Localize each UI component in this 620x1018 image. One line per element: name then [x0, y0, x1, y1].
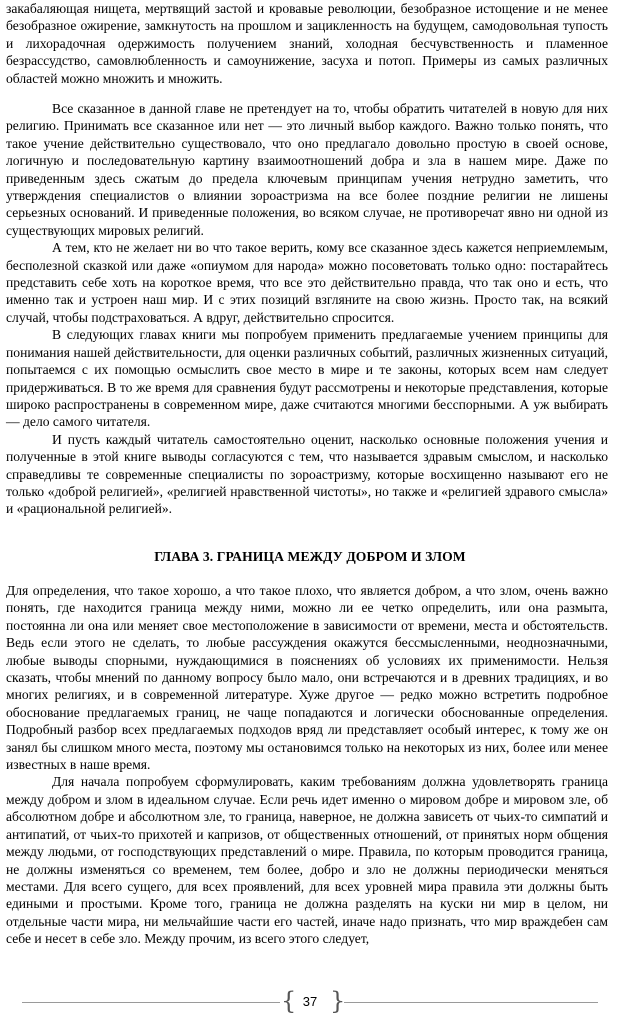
paragraph: Для определения, что такое хорошо, а что такое плохо, что является добром, а что злом, очень важно понять, где находится граница между ними, можно ли ее четко определить, или она размыта, постоянна ли она или меняет свое местоположение в зависимости от времени, места и обстоятельств. Ведь если этого не сделать, то любые рассуждения окажутся бессмысленными, неоднозначными, любые выводы спорными, нуждающимися в пояснениях об условиях их применимости. Нельзя сказать, чтобы мнений по данному вопросу было мало, они встречаются и в древних традициях, и во многих религиях, и в современной литературе. Хуже другое — редко можно встретить подробное обоснование предлагаемых границ, не чаще попадаются и логически обоснованные определения. Подробный разбор всех предлагаемых подходов вряд ли представляет особый интерес, к тому же он занял бы слишком много места, поэтому мы остановимся только на некоторых из них, более или менее известных в наше время.	[6, 583, 608, 773]
page-number: 37	[302, 994, 318, 1009]
chapter-heading: ГЛАВА 3. ГРАНИЦА МЕЖДУ ДОБРОМ И ЗЛОМ	[154, 549, 466, 564]
paragraph: закабаляющая нищета, мертвящий застой и кровавые революции, безобразное истощение и не менее безобразное ожирение, замкнутость на прошлом и зацикленность на будущем, самодовольная тупость и лихорадочная одержимость получением знаний, холодная бесчувственность и пламенное безрассудство, самовлюбленность и самоунижение, засуха и потоп. Примеры из самых различных областей можно множить и множить.	[6, 1, 608, 86]
paragraph: Для начала попробуем сформулировать, каким требованиям должна удовлетворять граница между добром и злом в идеальном случае. Если речь идет именно о мировом добре и мировом зле, об абсолютном добре и абсолютном зле, то граница, наверное, не должна зависеть от чьих-то симпатий и антипатий, от чьих-то прихотей и капризов, от общественных отношений, от принятых норм общения между людьми, от господствующих представлений о мире. Правила, по которым проводится граница, не должны изменяться со временем, тем более, добро и зло не должны периодически меняться местами. Для всего сущего, для всех проявлений, для всех уровней мира правила эти должны быть едиными и простыми. Кроме того, граница не должна разделять на куски ни мир в целом, ни отдельные части мира, ни мельчайшие части его частей, иначе надо признать, что мир враждебен сам себе и несет в себе зло. Между прочим, из всего этого следует,	[6, 774, 608, 947]
paragraph: В следующих главах книги мы попробуем применить предлагаемые учением принципы для понимания нашей действительности, для оценки различных событий, различных жизненных ситуаций, попытаемся с их помощью осмыслить свое место в мире и те законы, которых всем нам следует придерживаться. В то же время для сравнения будут рассмотрены и некоторые представления, которые широко распространены в современном мире, даже считаются многими бесспорными. А уж выбирать — дело самого читателя.	[6, 327, 608, 430]
paragraph: Все сказанное в данной главе не претендует на то, чтобы обратить читателей в новую для них религию. Принимать все сказанное или нет — это личный выбор каждого. Важно только понять, что такое учение действительно существовало, что оно предлагало довольно простую в своей основе, логичную и последовательную картину взаимоотношений добра и зла в нашем мире. Даже по приведенным здесь сжатым до предела ключевым принципам учения нетрудно заметить, что утверждения специалистов о влиянии зороастризма на все более поздние религии не лишены серьезных оснований. И приведенные положения, во всяком случае, не противоречат явно ни одной из существующих мировых религий.	[6, 101, 608, 238]
text-block-middle	[6, 100, 608, 518]
footer-rule-left	[22, 1002, 280, 1003]
page-footer	[0, 988, 620, 1018]
right-brace-icon: }	[330, 987, 346, 1015]
paragraph: А тем, кто не желает ни во что такое верить, кому все сказанное здесь кажется неприемлемым, бесполезной сказкой или даже «опиумом для народа» можно посоветовать только одно: постарайтесь представить себе хоть на короткое время, что все это действительно правда, что так оно и есть, что именно так и устроен наш мир. И с этих позиций взгляните на свою жизнь. Просто так, на всякий случай, чтобы подстраховаться. А вдруг, действительно спросится.	[6, 240, 608, 325]
paragraph: И пусть каждый читатель самостоятельно оценит, насколько основные положения учения и полученные в этой книге выводы согласуются с тем, что называется здравым смыслом, и насколько справедливы те современные специалисты по зороастризму, которые восхищенно называют его не только «доброй религией», «религией нравственной чистоты», но также и «религией здравого смысла» и «рациональной религией».	[6, 431, 608, 517]
left-brace-icon: {	[281, 987, 297, 1015]
text-block-top	[6, 0, 608, 87]
text-block-bottom	[6, 582, 608, 948]
footer-rule-right	[344, 1002, 598, 1003]
